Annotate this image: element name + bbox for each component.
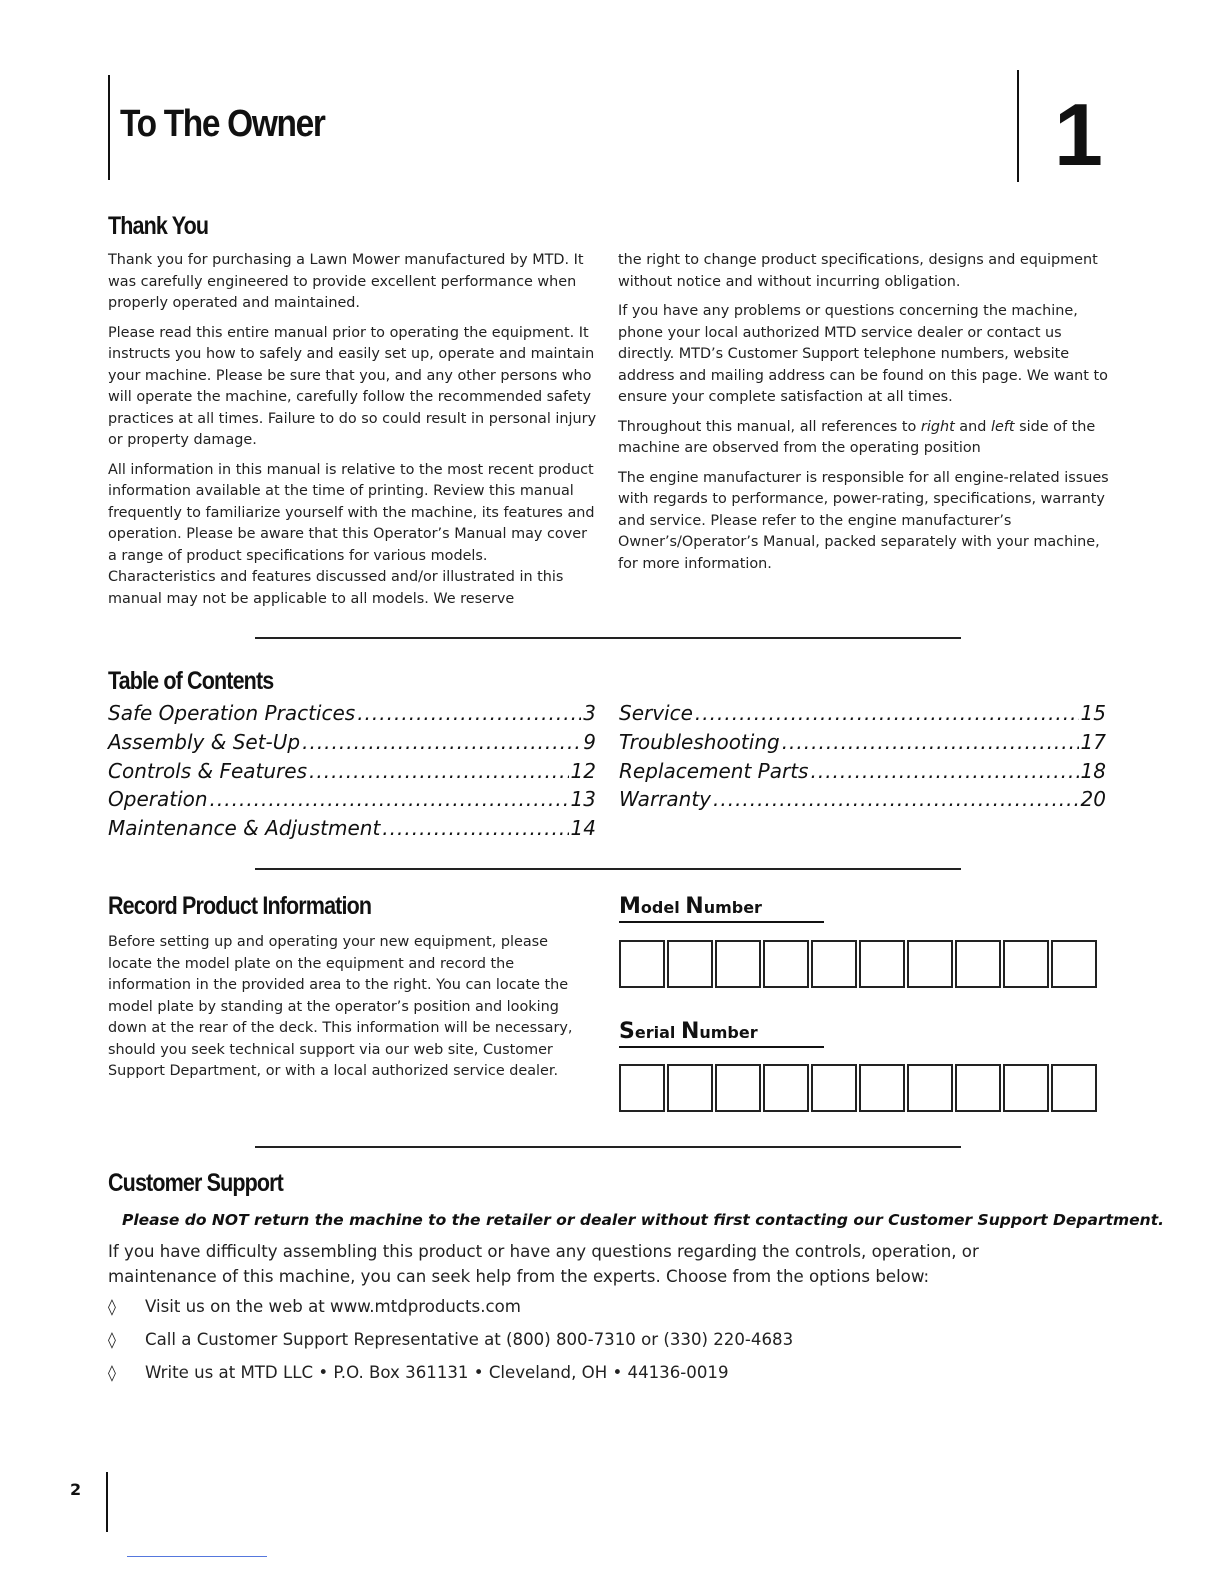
toc-entry[interactable]	[619, 759, 1106, 788]
orientation-text-pre: Throughout this manual, all references to	[618, 418, 921, 435]
serial-number-box[interactable]	[763, 1064, 809, 1112]
title-left-rule	[108, 75, 110, 180]
toc-entry-page: 14	[570, 816, 596, 841]
model-number-box[interactable]	[1003, 940, 1049, 988]
toc-leader-dots	[357, 701, 581, 725]
thank-you-paragraph: the right to change product specifications, designs and equipment without notice and without incurring obligation.	[618, 252, 1098, 290]
serial-number-box[interactable]	[811, 1064, 857, 1112]
serial-number-box[interactable]	[619, 1064, 665, 1112]
toc-entry-page: 15	[1080, 701, 1106, 725]
toc-entry[interactable]	[108, 759, 596, 788]
toc-leader-dots	[713, 787, 1079, 811]
toc-entry-title: Maintenance & Adjustment	[108, 816, 381, 841]
model-number-label: Model Number	[619, 894, 824, 923]
toc-entry-page: 3	[583, 701, 596, 725]
serial-number-box[interactable]	[667, 1064, 713, 1112]
support-option-text: Write us at MTD LLC • P.O. Box 361131 • Cleveland, OH • 44136-0019	[145, 1363, 729, 1382]
toc-entry-title: Replacement Parts	[619, 758, 809, 783]
toc-entry[interactable]	[108, 787, 596, 816]
model-number-box[interactable]	[955, 940, 1001, 988]
toc-leader-dots	[782, 730, 1079, 754]
thank-you-right-column	[618, 250, 1118, 583]
support-option-web[interactable]	[108, 1297, 1088, 1330]
orientation-text-mid: and	[954, 418, 991, 435]
toc-entry-title: Controls & Features	[108, 758, 307, 783]
toc-entry-page: 18	[1080, 758, 1106, 783]
serial-number-box[interactable]	[1051, 1064, 1097, 1112]
orientation-paragraph	[618, 417, 1118, 460]
toc-leader-dots	[382, 816, 568, 840]
support-intro: If you have difficulty assembling this product or have any questions regarding the controls, operation, or maintenance of this machine, you can seek help from the experts. Choose from the options below:	[108, 1242, 979, 1286]
serial-number-box[interactable]	[907, 1064, 953, 1112]
section-divider	[255, 637, 961, 639]
model-number-box[interactable]	[859, 940, 905, 988]
orientation-text-post: side of the machine are observed from the operating position	[618, 418, 1096, 456]
toc-heading: Table of Contents	[108, 667, 274, 695]
toc-entry-page: 13	[570, 787, 596, 812]
toc-entry-title: Safe Operation Practices	[108, 701, 356, 725]
chapter-number: 1	[1054, 85, 1103, 184]
support-warning: Please do NOT return the machine to the retailer or dealer without first contacting our Customer Support Department.	[122, 1211, 1164, 1229]
model-number-boxes[interactable]	[619, 940, 1097, 988]
support-option-text: Visit us on the web at www.mtdproducts.com	[145, 1297, 521, 1316]
diamond-bullet-icon: ◊	[108, 1363, 116, 1382]
toc-right-column	[619, 701, 1106, 816]
model-number-box[interactable]	[811, 940, 857, 988]
footer-link-underline	[127, 1556, 267, 1557]
toc-entry-page: 9	[583, 729, 596, 754]
toc-leader-dots	[695, 701, 1079, 725]
model-number-box[interactable]	[715, 940, 761, 988]
orientation-right-word: right	[920, 418, 955, 435]
section-divider	[255, 868, 961, 870]
record-heading: Record Product Information	[108, 892, 372, 920]
page-number: 2	[70, 1480, 82, 1499]
thank-you-heading: Thank You	[108, 212, 209, 240]
model-number-box[interactable]	[667, 940, 713, 988]
support-option-mail[interactable]	[108, 1363, 1088, 1396]
toc-left-column	[108, 701, 596, 845]
toc-entry[interactable]	[619, 787, 1106, 816]
model-number-box[interactable]	[1051, 940, 1097, 988]
toc-leader-dots	[302, 730, 581, 754]
thank-you-paragraph: If you have any problems or questions concerning the machine, phone your local authorized MTD service dealer or contact us directly. MTD’s Customer Support telephone numbers, website address and mailing address can be found on this page. We want to ensure your complete satisfaction at all times.	[618, 303, 1108, 405]
toc-entry-title: Troubleshooting	[619, 729, 780, 754]
toc-entry-title: Service	[619, 701, 693, 725]
toc-entry-title: Assembly & Set-Up	[108, 729, 301, 754]
record-paragraph: Before setting up and operating your new equipment, please locate the model plate on the equipment and record the information in the provided area to the right. You can locate the model plate by standing at the operator’s position and looking down at the rear of the deck. This information will be necessary, should you seek technical support via our web site, Customer Support Department, or with a local authorized service dealer.	[108, 934, 573, 1079]
toc-entry-title: Warranty	[619, 787, 711, 812]
support-option-phone[interactable]	[108, 1330, 1088, 1363]
toc-entry[interactable]	[108, 816, 596, 845]
page-title: To The Owner	[120, 103, 325, 145]
support-heading: Customer Support	[108, 1169, 283, 1197]
serial-number-box[interactable]	[715, 1064, 761, 1112]
diamond-bullet-icon: ◊	[108, 1297, 116, 1316]
toc-leader-dots	[810, 759, 1078, 783]
model-number-box[interactable]	[619, 940, 665, 988]
toc-entry-page: 12	[570, 758, 596, 783]
section-divider	[255, 1146, 961, 1148]
model-number-box[interactable]	[907, 940, 953, 988]
toc-entry-page: 17	[1080, 729, 1106, 754]
diamond-bullet-icon: ◊	[108, 1330, 116, 1349]
toc-leader-dots	[210, 787, 569, 811]
serial-number-box[interactable]	[955, 1064, 1001, 1112]
model-number-box[interactable]	[763, 940, 809, 988]
toc-entry[interactable]	[619, 701, 1106, 730]
serial-number-box[interactable]	[859, 1064, 905, 1112]
serial-number-label: Serial Number	[619, 1019, 824, 1048]
toc-entry-page: 20	[1080, 787, 1106, 812]
toc-entry[interactable]	[108, 701, 596, 730]
thank-you-paragraph: The engine manufacturer is responsible for all engine-related issues with regards to performance, power-rating, specifications, warranty and service. Please refer to the engine manufacturer’s Owner’s/Operator’s Manual, packed separately with your machine, for more information.	[618, 469, 1109, 572]
serial-number-box[interactable]	[1003, 1064, 1049, 1112]
thank-you-left-column	[108, 250, 598, 618]
toc-leader-dots	[309, 759, 569, 783]
toc-entry[interactable]	[619, 730, 1106, 759]
toc-entry-title: Operation	[108, 787, 208, 812]
thank-you-paragraph: All information in this manual is relative to the most recent product information available at the time of printing. Review this manual frequently to familiarize yourself with the machine, its features and operation. Please be aware that this Operator’s Manual may cover a range of product specifications for various models. Characteristics and features discussed and/or illustrated in this manual may not be applicable to all models. We reserve	[108, 461, 595, 607]
orientation-left-word: left	[990, 418, 1015, 435]
thank-you-paragraph: Please read this entire manual prior to operating the equipment. It instructs you how to safely and easily set up, operate and maintain your machine. Please be sure that you, and any other persons who will operate the machine, carefully follow the recommended safety practices at all times. Failure to do so could result in personal injury or property damage.	[108, 324, 597, 448]
thank-you-paragraph: Thank you for purchasing a Lawn Mower manufactured by MTD. It was carefully engineered to provide excellent performance when properly operated and maintained.	[108, 252, 584, 311]
toc-entry[interactable]	[108, 730, 596, 759]
chapter-rule	[1017, 70, 1019, 182]
page-number-rule	[106, 1472, 108, 1532]
serial-number-boxes[interactable]	[619, 1064, 1097, 1112]
support-option-text: Call a Customer Support Representative at (800) 800-7310 or (330) 220-4683	[145, 1330, 794, 1349]
support-options-list	[108, 1297, 1088, 1396]
